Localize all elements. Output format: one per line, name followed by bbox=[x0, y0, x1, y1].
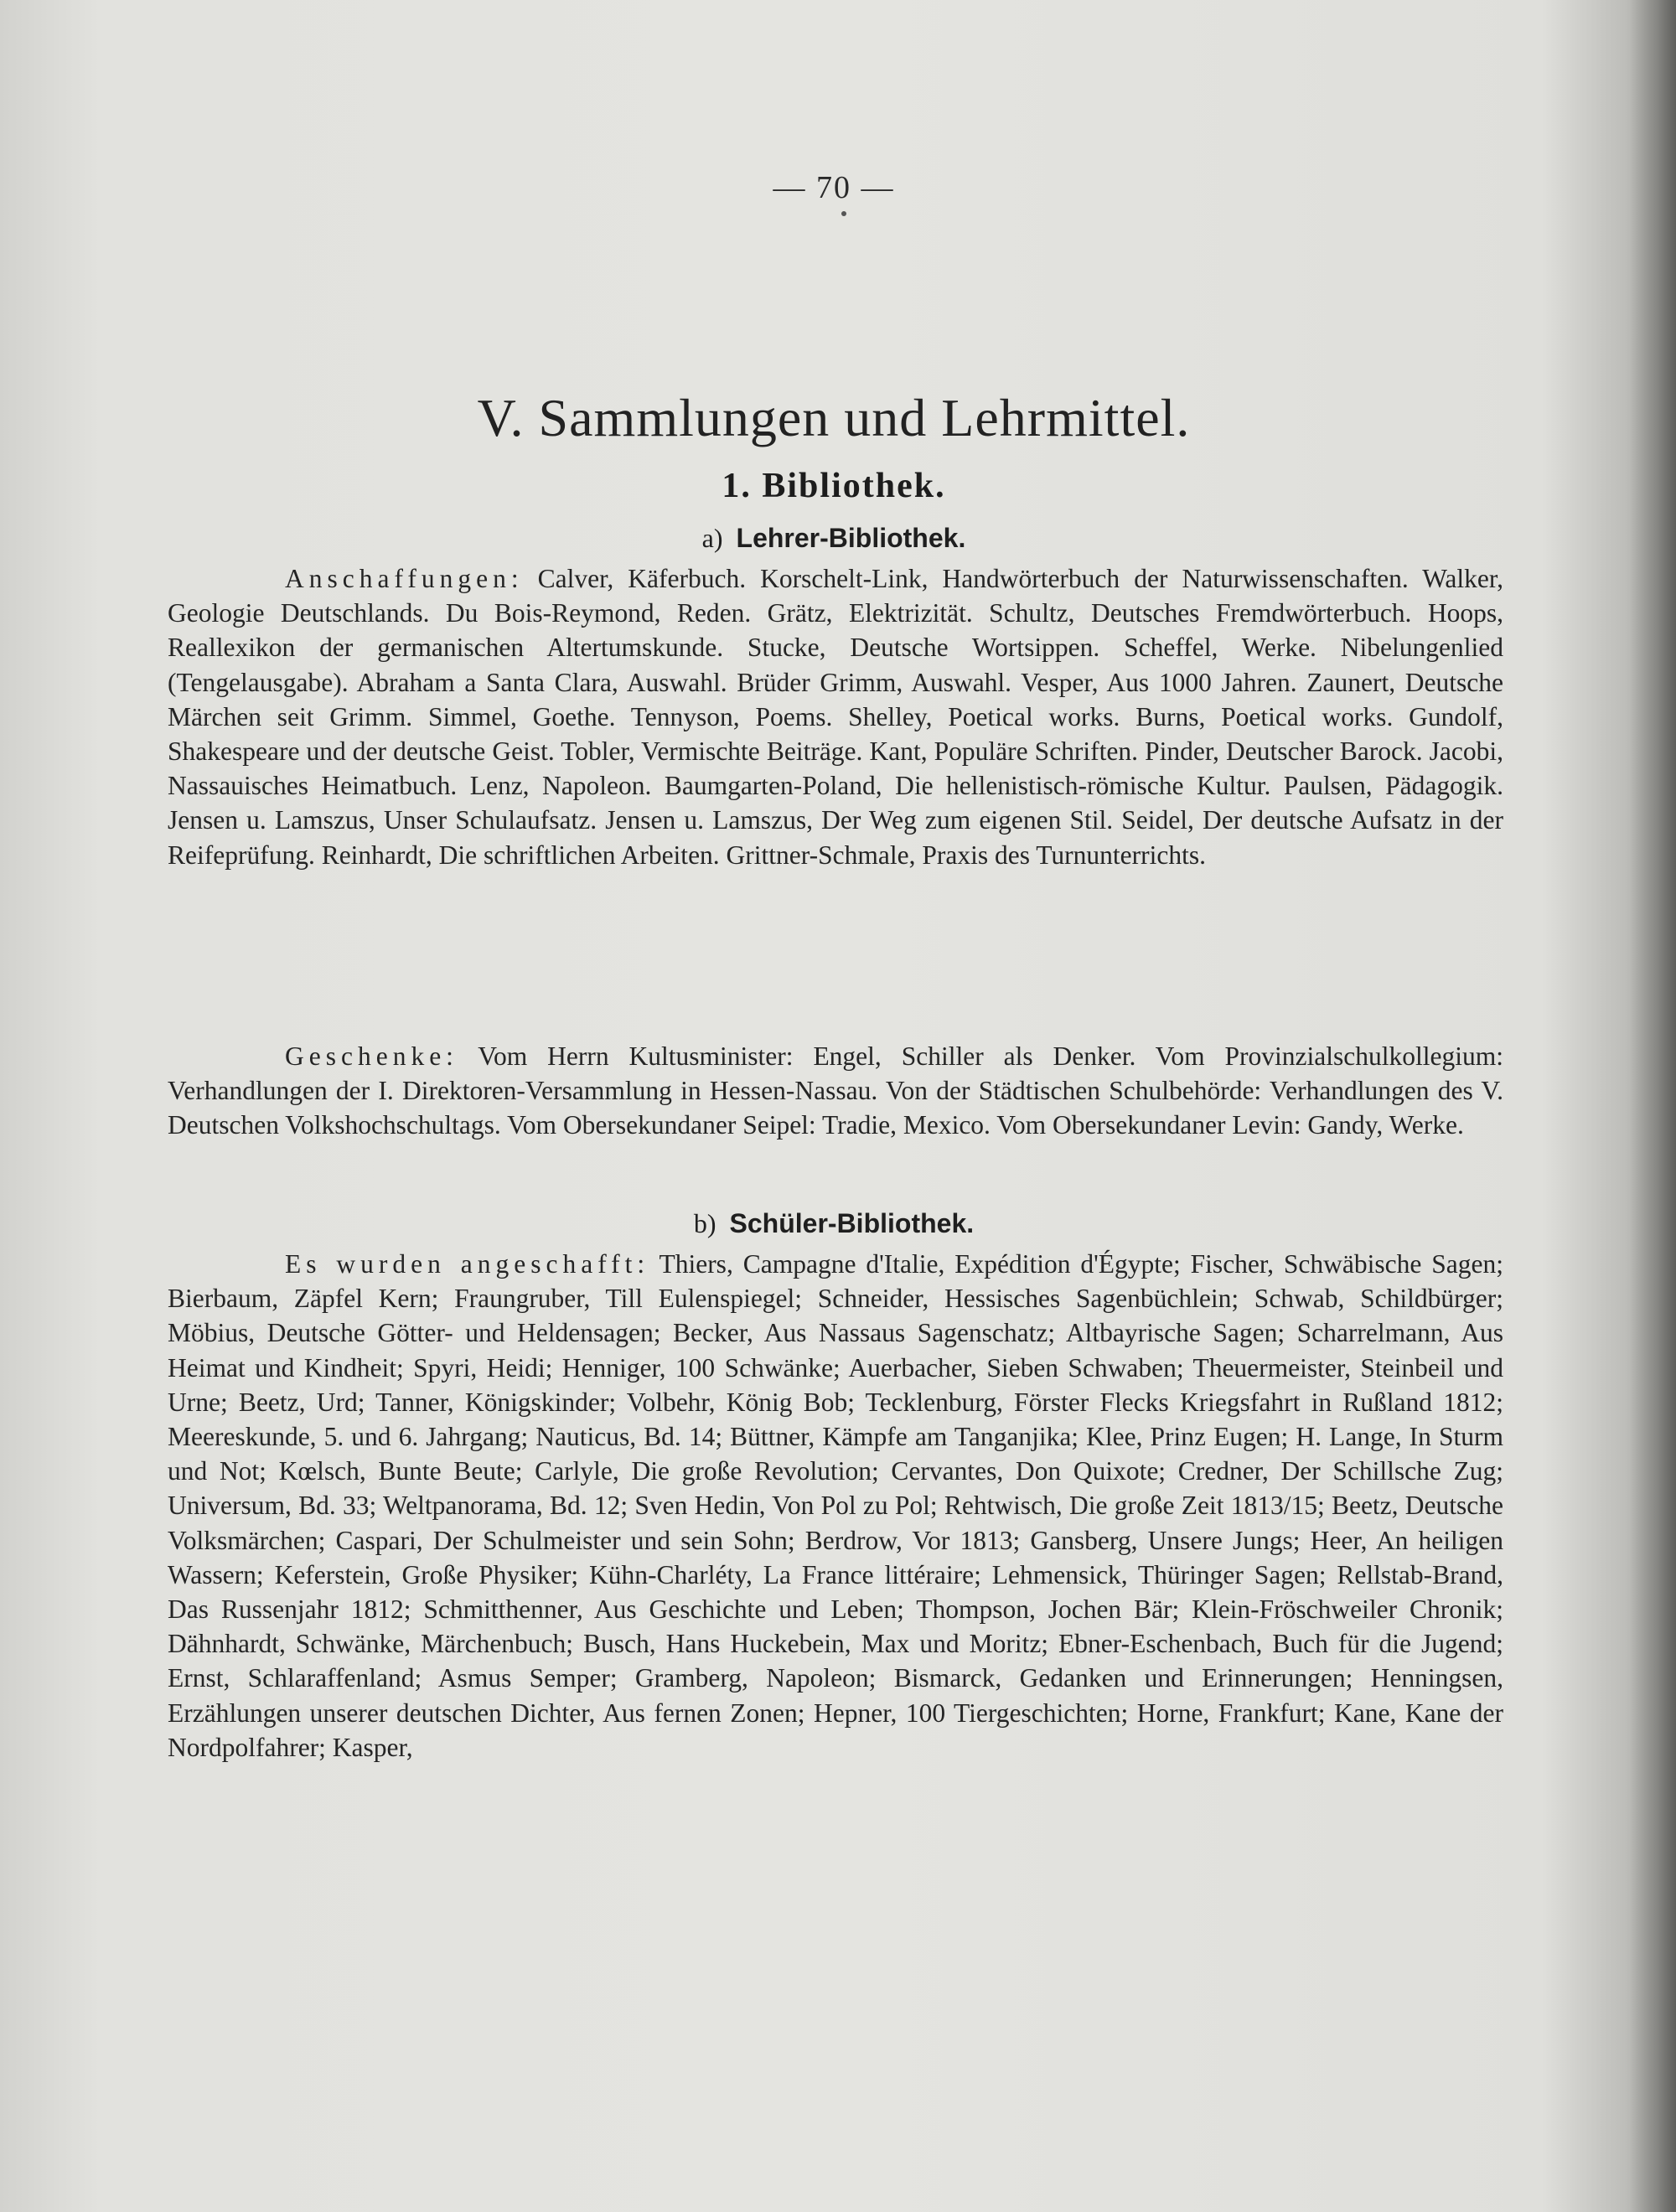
subsection-marker: a) bbox=[701, 523, 723, 553]
subsection-label: Lehrer-Bibliothek. bbox=[736, 523, 966, 553]
subsection-marker: b) bbox=[693, 1208, 716, 1238]
chapter-title: V. Sammlungen und Lehrmittel. bbox=[477, 388, 1191, 447]
paragraph-text: Vom Herrn Kultusminister: Engel, Schiller als Denker. Vom Provinzialschulkollegium: Verhandlungen der I. Direktoren-Versammlung in Hessen-Nassau. Von der Städtischen Schulbehörde: Verhandlungen des V. Deutschen Volkshochschultags. Vom Obersekundaner Seipel: Tradie, Mexico. Vom Obersekundaner Levin: Gandy, Werke. bbox=[168, 1041, 1503, 1140]
paragraph-lead: Geschenke: bbox=[285, 1041, 458, 1071]
paragraph-anschaffungen bbox=[168, 561, 1503, 872]
page-shadow-edge bbox=[1630, 0, 1676, 2212]
paragraph-text: Calver, Käferbuch. Korschelt-Link, Handwörterbuch der Naturwissenschaften. Walker, Geologie Deutschlands. Du Bois-Reymond, Reden. Grätz, Elektrizität. Schultz, Deutsches Fremdwörterbuch. Hoops, Reallexikon der germanischen Altertumskunde. Stucke, Deutsche Wortsippen. Scheffel, Werke. Nibelungenlied (Tengelausgabe). Abraham a Santa Clara, Auswahl. Brüder Grimm, Auswahl. Vesper, Aus 1000 Jahren. Zaunert, Deutsche Märchen seit Grimm. Simmel, Goethe. Tennyson, Poems. Shelley, Poetical works. Burns, Poetical works. Gundolf, Shakespeare und der deutsche Geist. Tobler, Vermischte Beiträge. Kant, Populäre Schriften. Pinder, Deutscher Barock. Jacobi, Nassauisches Heimatbuch. Lenz, Napoleon. Baumgarten-Poland, Die hellenistisch-römische Kultur. Paulsen, Pädagogik. Jensen u. Lamszus, Unser Schulaufsatz. Jensen u. Lamszus, Der Weg zum eigenen Stil. Seidel, Der deutsche Aufsatz in der Reifeprüfung. Reinhardt, Die schriftlichen Arbeiten. Grittner-Schmale, Praxis des Turnunterrichts. bbox=[168, 564, 1503, 870]
paragraph-schueler-bibliothek bbox=[168, 1247, 1503, 1765]
paragraph-lead: Anschaffungen: bbox=[285, 564, 524, 593]
subsection-label: Schüler-Bibliothek. bbox=[729, 1208, 975, 1238]
page-number: — 70 — bbox=[773, 170, 895, 205]
subsection-title-teacher-library bbox=[0, 523, 1668, 554]
paragraph-geschenke bbox=[168, 1039, 1503, 1143]
paragraph-lead: Es wurden angeschafft: bbox=[285, 1249, 650, 1279]
section-title: 1. Bibliothek. bbox=[722, 467, 946, 505]
paragraph-text: Thiers, Campagne d'Italie, Expédition d'Égypte; Fischer, Schwäbische Sagen; Bierbaum, Zäpfel Kern; Fraungruber, Till Eulenspiegel; Schneider, Hessisches Sagenbüchlein; Schwab, Schildbürger; Möbius, Deutsche Götter- und Heldensagen; Becker, Aus Nassaus Sagenschatz; Altbayrische Sagen; Scharrelmann, Aus Heimat und Kindheit; Spyri, Heidi; Henniger, 100 Schwänke; Auerbacher, Sieben Schwaben; Theuermeister, Steinbeil und Urne; Beetz, Urd; Tanner, Königskinder; Volbehr, König Bob; Tecklenburg, Förster Flecks Kriegsfahrt in Rußland 1812; Meereskunde, 5. und 6. Jahrgang; Nauticus, Bd. 14; Büttner, Kämpfe am Tanganjika; Klee, Prinz Eugen; H. Lange, In Sturm und Not; Kœlsch, Bunte Beute; Carlyle, Die große Revolution; Cervantes, Don Quixote; Credner, Der Schillsche Zug; Universum, Bd. 33; Weltpanorama, Bd. 12; Sven Hedin, Von Pol zu Pol; Rehtwisch, Die große Zeit 1813/15; Beetz, Deutsche Volksmärchen; Caspari, Der Schulmeister und sein Sohn; Berdrow, Vor 1813; Gansberg, Unsere Jungs; Heer, An heiligen Wassern; Keferstein, Große Physiker; Kühn-Charléty, La France littéraire; Lehmensick, Thüringer Sagen; Rellstab-Brand, Das Russenjahr 1812; Schmitthenner, Aus Geschichte und Leben; Thompson, Jochen Bär; Klein-Fröschweiler Chronik; Dähnhardt, Schwänke, Märchenbuch; Busch, Hans Huckebein, Max und Moritz; Ebner-Eschenbach, Buch für die Jugend; Ernst, Schlaraffenland; Asmus Semper; Gramberg, Napoleon; Bismarck, Gedanken und Erinnerungen; Henningsen, Erzählungen unserer deutschen Dichter, Aus fernen Zonen; Hepner, 100 Tiergeschichten; Horne, Frankfurt; Kane, Kane der Nordpolfahrer; Kasper, bbox=[168, 1249, 1503, 1762]
subsection-title-student-library bbox=[0, 1208, 1668, 1239]
ink-speck bbox=[841, 211, 846, 216]
